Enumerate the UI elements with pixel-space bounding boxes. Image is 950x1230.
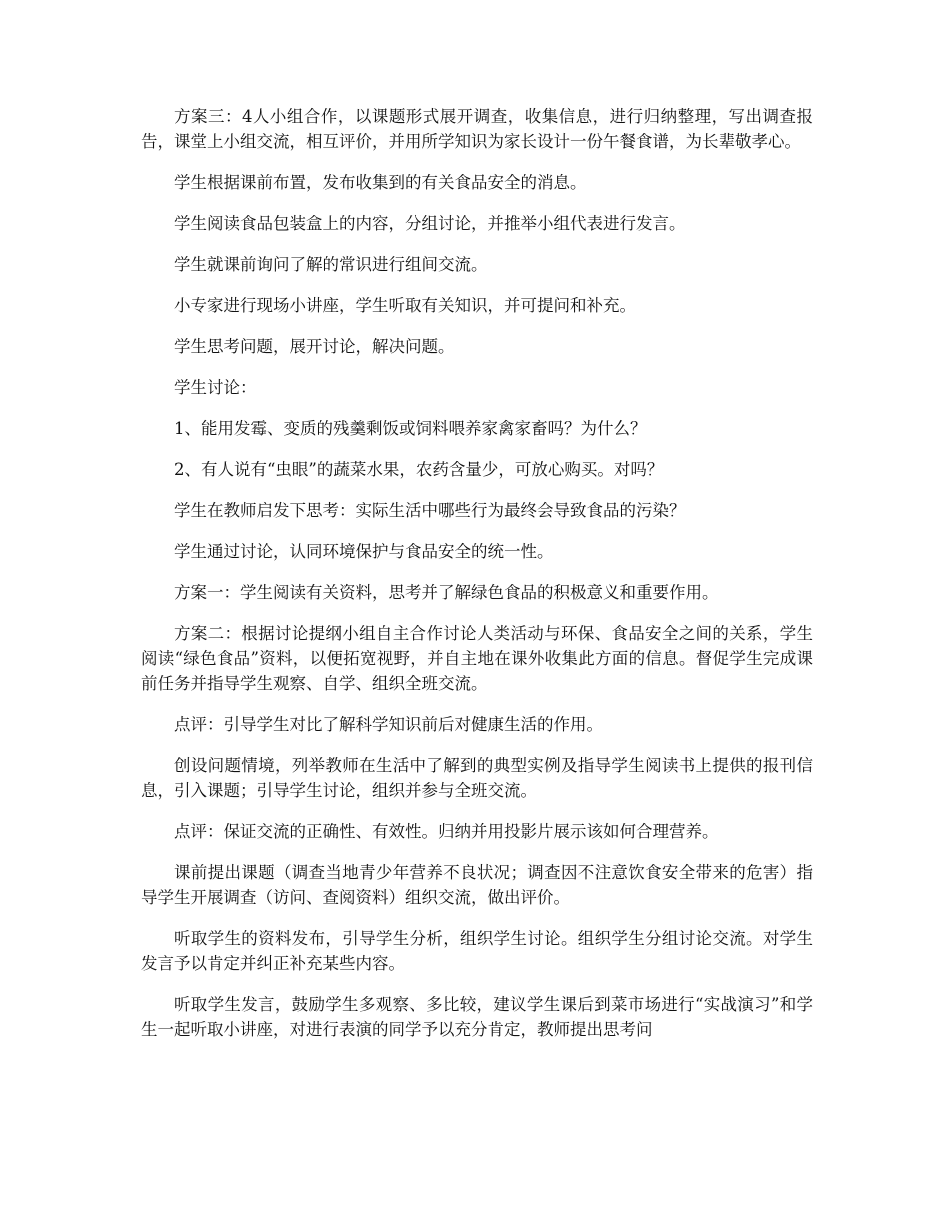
- paragraph: 学生通过讨论，认同环境保护与食品安全的统一性。: [174, 542, 554, 561]
- paragraph: 学生就课前询问了解的常识进行组间交流。: [174, 255, 488, 274]
- paragraph: 课前提出课题（调查当地青少年营养不良状况；调查因不注意饮食安全带来的危害）指导学生开展调查（访问、查阅资料）组织交流，做出评价。: [141, 863, 813, 907]
- paragraph-plan-one: 方案一：学生阅读有关资料，思考并了解绿色食品的积极意义和重要作用。: [174, 583, 719, 602]
- paragraph-comment: 点评：引导学生对比了解科学知识前后对健康生活的作用。: [174, 715, 603, 734]
- paragraph: 学生根据课前布置，发布收集到的有关食品安全的消息。: [174, 173, 587, 192]
- paragraph-plan-three: 方案三：4人小组合作，以课题形式展开调查，收集信息，进行归纳整理，写出调查报告，课堂上小组交流，相互评价，并用所学知识为家长设计一份午餐食谱，为长辈敬孝心。: [141, 107, 813, 151]
- paragraph-comment: 点评：保证交流的正确性、有效性。归纳并用投影片展示该如何合理营养。: [174, 822, 719, 841]
- paragraph: 学生在教师启发下思考：实际生活中哪些行为最终会导致食品的污染？: [174, 501, 686, 520]
- paragraph: 小专家进行现场小讲座，学生听取有关知识，并可提问和补充。: [174, 296, 636, 315]
- paragraph: 听取学生的资料发布，引导学生分析，组织学生讨论。组织学生分组讨论交流。对学生发言予以肯定并纠正补充某些内容。: [141, 929, 813, 973]
- discussion-question-2: 2、有人说有“虫眼”的蔬菜水果，农药含量少，可放心购买。对吗？: [174, 460, 664, 479]
- paragraph-discussion-heading: 学生讨论：: [174, 378, 257, 397]
- document-body: [141, 104, 813, 1058]
- paragraph: 学生思考问题，展开讨论，解决问题。: [174, 337, 455, 356]
- paragraph: 听取学生发言，鼓励学生多观察、多比较，建议学生课后到菜市场进行“实战演习”和学生一起听取小讲座，对进行表演的同学予以充分肯定，教师提出思考问: [141, 995, 813, 1039]
- discussion-question-1: 1、能用发霉、变质的残羹剩饭或饲料喂养家禽家畜吗？为什么？: [174, 419, 647, 438]
- paragraph: 创设问题情境，列举教师在生活中了解到的典型实例及指导学生阅读书上提供的报刊信息，引入课题；引导学生讨论，组织并参与全班交流。: [141, 756, 813, 800]
- paragraph-plan-two: 方案二：根据讨论提纲小组自主合作讨论人类活动与环保、食品安全之间的关系，学生阅读“绿色食品”资料，以便拓宽视野，并自主地在课外收集此方面的信息。督促学生完成课前任务并指导学生观察、自学、组织全班交流。: [141, 624, 813, 693]
- paragraph: 学生阅读食品包装盒上的内容，分组讨论，并推举小组代表进行发言。: [174, 214, 686, 233]
